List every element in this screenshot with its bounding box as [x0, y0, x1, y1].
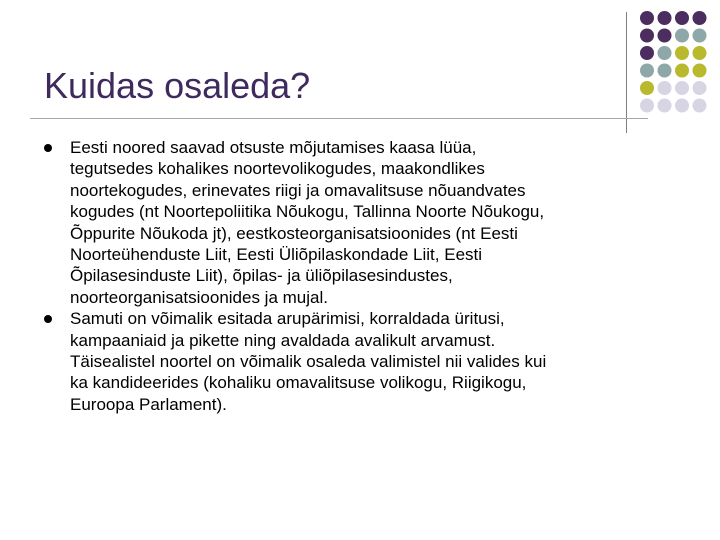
decorative-dot: [640, 64, 654, 78]
title-divider: [30, 118, 648, 119]
decorative-dot: [658, 11, 672, 25]
bullet-item: [44, 137, 684, 308]
decorative-dot: [640, 81, 654, 95]
decorative-dot: [675, 11, 689, 25]
decorative-dot: [675, 81, 689, 95]
bullet-list: [44, 137, 684, 415]
decorative-dot: [640, 99, 654, 113]
bullet-text-line: Õpilasesinduste Liit), õpilas- ja üliõpilasesindustes,: [70, 266, 453, 286]
bullet-dot-icon: [44, 144, 52, 152]
decorative-dot: [658, 29, 672, 43]
bullet-text-line: noorteorganisatsioonides ja mujal.: [70, 287, 328, 307]
decorative-dot: [675, 46, 689, 60]
decorative-dot: [675, 99, 689, 113]
decorative-dot: [640, 11, 654, 25]
bullet-text-line: ka kandideerides (kohaliku omavalitsuse volikogu, Riigikogu,: [70, 373, 527, 393]
bullet-text-line: Õppurite Nõukoda jt), eestkosteorganisatsioonides (nt Eesti: [70, 223, 518, 243]
decorative-dot: [693, 46, 707, 60]
decorative-dot: [693, 29, 707, 43]
bullet-item: [44, 308, 684, 415]
bullet-text-line: Eesti noored saavad otsuste mõjutamises kaasa lüüa,: [70, 138, 477, 157]
decorative-dot: [693, 11, 707, 25]
bullet-text-line: noortekogudes, erinevates riigi ja omavalitsuse nõuandvates: [70, 180, 526, 200]
bullet-text-line: Samuti on võimalik esitada arupärimisi, korraldada üritusi,: [70, 309, 505, 329]
bullet-text-line: Noorteühenduste Liit, Eesti Üliõpilaskondade Liit, Eesti: [70, 245, 483, 265]
bullet-text-line: Täisealistel noortel on võimalik osaleda valimistel nii valides kui: [70, 352, 547, 372]
decorative-dot: [658, 46, 672, 60]
decorative-dot: [658, 99, 672, 113]
decorative-dot: [640, 29, 654, 43]
bullet-text-line: tegutsedes kohalikes noortevolikogudes, maakondlikes: [70, 159, 485, 179]
bullet-text-line: kogudes (nt Noortepoliitika Nõukogu, Tallinna Noorte Nõukogu,: [70, 202, 545, 222]
decorative-dot: [693, 64, 707, 78]
decorative-dot: [640, 46, 654, 60]
decorative-dot: [693, 99, 707, 113]
decorative-dot: [658, 64, 672, 78]
slide-title: Kuidas osaleda?: [44, 65, 311, 106]
vertical-divider: [626, 12, 627, 133]
decorative-dot: [693, 81, 707, 95]
bullet-text-line: kampaaniaid ja pikette ning avaldada avalikult arvamust.: [70, 330, 496, 350]
decorative-dot: [675, 29, 689, 43]
decorative-dot: [675, 64, 689, 78]
decorative-dot: [658, 81, 672, 95]
bullet-text-line: Euroopa Parlament).: [70, 394, 227, 414]
bullet-dot-icon: [44, 315, 52, 323]
